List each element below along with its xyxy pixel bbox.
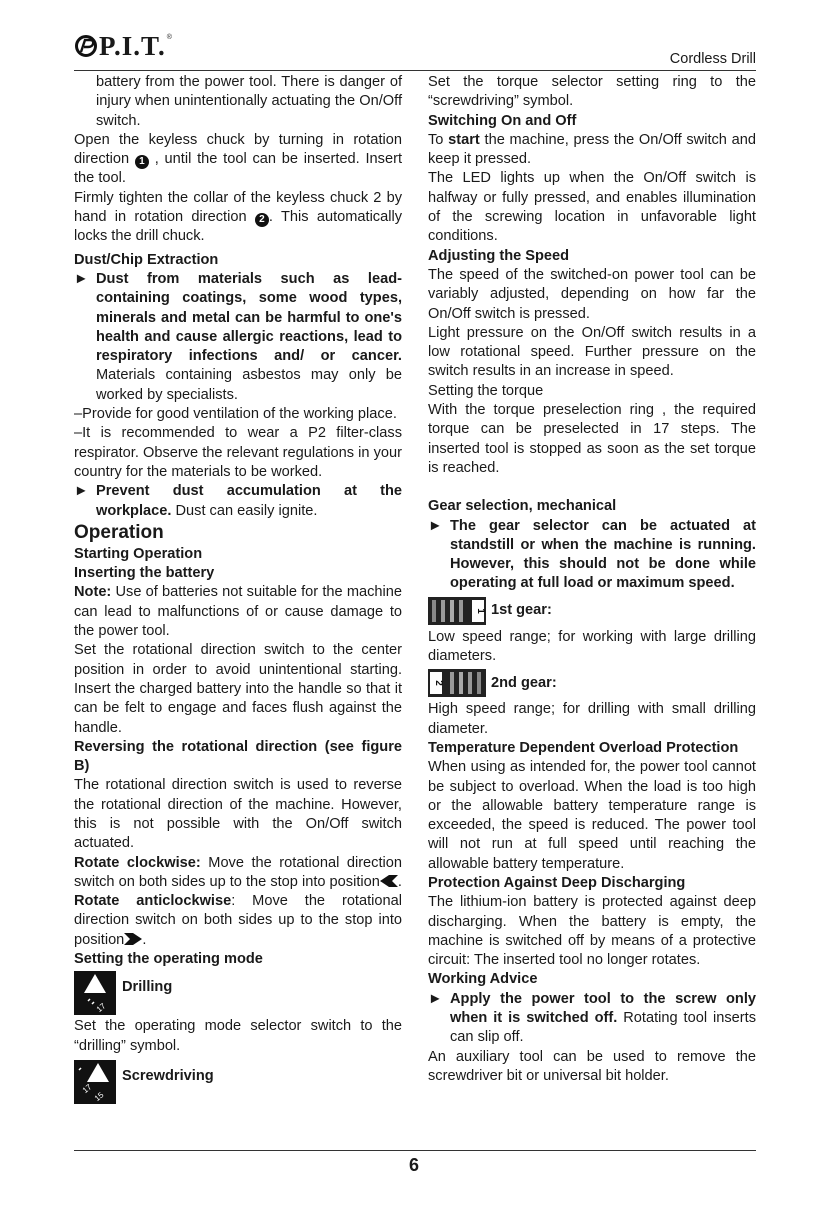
reversing-text: The rotational direction switch is used to reverse the rotational direction of the machine. However, this is not possible with the On/Off switch actuated. — [74, 777, 402, 852]
switching-heading: Switching On and Off — [428, 112, 577, 129]
header-divider — [74, 70, 756, 71]
chuck-tighten-paragraph — [74, 189, 402, 247]
working-advice-heading: Working Advice — [428, 971, 538, 988]
screwdriving-label: Screwdriving — [122, 1067, 214, 1084]
speed-paragraph-1: The speed of the switched-on power tool can be variably adjusted, depending on how far the On/Off switch is pressed. — [428, 266, 756, 322]
page-header — [74, 30, 756, 70]
gear1-row — [428, 597, 756, 625]
anticlockwise-label: Rotate anticlockwise — [74, 893, 232, 910]
brand-name: P.I.T. — [99, 31, 166, 61]
dust-ventilation: –Provide for good ventilation of the working place. — [74, 406, 397, 423]
product-title: Cordless Drill — [669, 51, 756, 67]
drilling-mode-row — [74, 971, 402, 1015]
torque-paragraph: With the torque preselection ring , the required torque can be preselected in 17 steps. The inserted tool is stopped as soon as the set torque is reached. — [428, 402, 756, 476]
gear1-label: 1st gear: — [491, 602, 552, 619]
triangle-bullet-icon: ► — [74, 270, 89, 287]
dust-warning-rest: Materials containing asbestos may only be worked by specialists. — [96, 367, 402, 403]
rotation-direction-1-badge: 1 — [135, 155, 149, 169]
dust-prevent-bold: Prevent dust accumulation at the workplace. — [96, 483, 402, 519]
dust-heading: Dust/Chip Extraction — [74, 251, 219, 268]
dust-prevent-rest: Dust can easily ignite. — [175, 502, 318, 519]
registered-mark: ® — [166, 34, 172, 41]
dust-warning-bold: Dust from materials such as lead-containing coatings, some wood types, minerals and metal can be harmful to one's health and cause allergic reactions, lead to respiratory infections and/ or cancer. — [96, 270, 402, 365]
note-label: Note: — [74, 584, 112, 601]
dust-prevent-bullet — [74, 482, 402, 521]
svg-text:15: 15 — [92, 1090, 106, 1104]
left-column — [74, 73, 402, 1106]
drilling-label: Drilling — [122, 979, 173, 996]
deep-discharge-heading: Protection Against Deep Discharging — [428, 874, 686, 891]
svg-text:17: 17 — [80, 1082, 94, 1096]
gear1-icon — [428, 597, 486, 625]
gear2-icon — [428, 669, 486, 697]
inserting-heading: Inserting the battery — [74, 565, 215, 582]
auxiliary-tool-paragraph: An auxiliary tool can be used to remove the screwdriver bit or universal bit holder. — [428, 1048, 756, 1084]
led-paragraph: The LED lights up when the On/Off switch is halfway or fully pressed, and enables illumination of the screwing location in unfavorable light conditions. — [428, 170, 756, 245]
gear2-text: High speed range; for drilling with small drilling diameter. — [428, 701, 756, 737]
gear-warning-text: The gear selector can be actuated at standstill or when the machine is running. However, this should not be done while operating at full load or maximum speed. — [450, 517, 756, 592]
note-paragraph — [74, 583, 402, 641]
advice-rest: Rotating tool inserts can slip off. — [450, 1010, 757, 1046]
gear2-row — [428, 669, 756, 697]
dust-respirator: –It is recommended to wear a P2 filter-class respirator. Observe the relevant regulations in your country for the materials to be worked. — [74, 425, 402, 480]
note-text: Use of batteries not suitable for the machine can lead to malfunctions of or cause damage to the power tool. — [74, 584, 402, 640]
chuck-open-text-b: , until the tool can be inserted. Insert the tool. — [74, 151, 403, 187]
clockwise-paragraph: Rotate clockwise: Move the rotational direction switch on both sides up to the stop into position . — [74, 854, 403, 890]
deep-discharge-paragraph: The lithium-ion battery is protected against deep discharging. When the battery is empty, the machine is switched off by means of a protective circuit: The inserted tool no longer rotates. — [428, 894, 756, 969]
clockwise-label: Rotate clockwise: — [74, 854, 201, 871]
start-text-bold: start — [448, 131, 480, 148]
start-paragraph — [428, 131, 756, 170]
reversing-heading: Reversing the rotational direction (see figure B) — [74, 738, 402, 775]
dust-warning-bullet — [74, 270, 402, 405]
gear2-label: 2nd gear: — [491, 674, 557, 691]
rotation-direction-2-badge: 2 — [255, 213, 269, 227]
overload-heading: Temperature Dependent Overload Protection — [428, 739, 739, 756]
advice-bullet — [428, 990, 756, 1048]
chuck-open-text-a: Open the keyless chuck by turning in rotation direction — [74, 131, 402, 168]
anticlockwise-paragraph: Rotate anticlockwise: Move the rotational direction switch on both sides up to the stop into position . — [74, 893, 402, 948]
triangle-bullet-icon: ► — [74, 483, 89, 500]
clockwise-text: Move the rotational direction switch on both sides up to the stop into position — [74, 854, 403, 890]
start-text-c: the machine, press the On/Off switch and keep it pressed. — [428, 131, 756, 168]
screwdriving-mode-row — [74, 1060, 402, 1104]
right-column — [428, 73, 756, 1086]
gear-heading: Gear selection, mechanical — [428, 498, 617, 515]
gear1-text: Low speed range; for working with large drilling diameters. — [428, 628, 756, 665]
chuck-tighten-text-b: . This automatically locks the drill chuck. — [74, 209, 403, 245]
chuck-open-paragraph — [74, 131, 402, 189]
overload-paragraph: When using as intended for, the power tool cannot be subject to overload. When the load is too high or the allowable battery temperature range is exceeded, the speed is reduced. The power tool will not run at full speed until reaching the allowable battery temperature. — [428, 759, 756, 872]
set-switch-paragraph: Set the rotational direction switch to the center position in order to avoid unintentional starting. Insert the charged battery into the handle so that it can be felt to engage and faces flush against the handle. — [74, 642, 402, 736]
drilling-instruction: Set the operating mode selector switch to the “drilling” symbol. — [74, 1018, 402, 1054]
speed-heading: Adjusting the Speed — [428, 247, 570, 264]
drill-mode-icon — [74, 971, 116, 1015]
anticlockwise-text: : Move the rotational direction switch on both sides up to the stop into position — [74, 893, 402, 948]
footer-divider — [74, 1150, 756, 1151]
brand-logo — [74, 32, 172, 60]
torque-heading: Setting the torque — [428, 382, 544, 399]
starting-heading: Starting Operation — [74, 545, 203, 562]
start-text-a: To — [428, 131, 444, 148]
torque-symbol-text: Set the torque selector setting ring to the “screwdriving” symbol. — [428, 74, 756, 110]
svg-text:17: 17 — [94, 1001, 108, 1015]
triangle-bullet-icon: ► — [428, 517, 443, 534]
arrow-left-icon — [380, 875, 398, 887]
advice-bold: Apply the power tool to the screw only when it is switched off. — [450, 990, 756, 1027]
svg-text:2: 2 — [433, 680, 444, 687]
spacer — [428, 478, 756, 497]
triangle-bullet-icon: ► — [428, 990, 443, 1007]
page-number: 6 — [408, 1155, 419, 1175]
chuck-tighten-text-a: Firmly tighten the collar of the keyless chuck 2 by hand in rotation direction — [74, 189, 402, 226]
svg-text:1: 1 — [475, 607, 486, 614]
operating-mode-heading: Setting the operating mode — [74, 951, 263, 968]
arrow-right-icon — [124, 933, 142, 945]
screw-mode-icon — [74, 1060, 116, 1104]
speed-paragraph-2: Light pressure on the On/Off switch results in a low rotational speed. Further pressure on the switch results in an increase in speed. — [428, 324, 756, 380]
gear-warning-bullet — [428, 517, 756, 594]
intro-continuation: battery from the power tool. There is danger of injury when unintentionally actuating the On/Off switch. — [96, 74, 402, 129]
brand-mark-icon — [74, 34, 98, 58]
operation-heading: Operation — [74, 521, 164, 543]
